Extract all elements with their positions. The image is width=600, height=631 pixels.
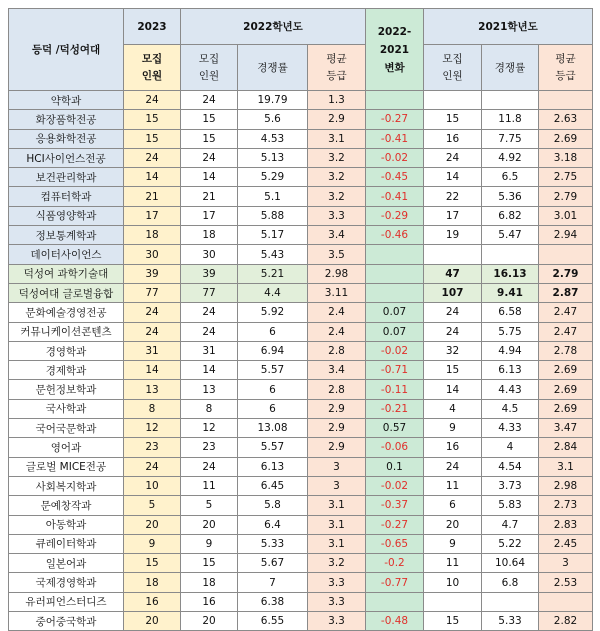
- header-2022-recruit: 모집 인원: [181, 45, 238, 91]
- avg-2022-cell: 2.9: [308, 438, 366, 457]
- change-cell: -0.02: [366, 148, 424, 167]
- table-row: [9, 496, 593, 515]
- ratio-2022-cell: 6: [238, 399, 308, 418]
- ratio-2021-cell: 6.8: [482, 573, 539, 592]
- recruit-2022-cell: 12: [181, 419, 238, 438]
- change-cell: -0.45: [366, 168, 424, 187]
- ratio-2022-cell: 5.21: [238, 264, 308, 283]
- avg-2022-cell: 3.4: [308, 361, 366, 380]
- header-2022-ratio: 경쟁률: [238, 45, 308, 91]
- recruit-2021-cell: 15: [424, 110, 482, 129]
- avg-2022-cell: 3.3: [308, 206, 366, 225]
- header-2021-avg: 평균 등급: [539, 45, 593, 91]
- table-row: [9, 303, 593, 322]
- recruit-2021-cell: 10: [424, 573, 482, 592]
- recruit-2023-cell: 77: [124, 283, 181, 302]
- recruit-2023-cell: 14: [124, 168, 181, 187]
- recruit-2021-cell: 20: [424, 515, 482, 534]
- recruit-2023-cell: 5: [124, 496, 181, 515]
- avg-2022-cell: 2.4: [308, 322, 366, 341]
- ratio-2021-cell: 6.13: [482, 361, 539, 380]
- recruit-2021-cell: 17: [424, 206, 482, 225]
- recruit-2021-cell: 15: [424, 361, 482, 380]
- dept-name-cell: 식품영양학과: [9, 206, 124, 225]
- ratio-2021-cell: 4.54: [482, 457, 539, 476]
- avg-2021-cell: 2.69: [539, 380, 593, 399]
- recruit-2022-cell: 16: [181, 592, 238, 611]
- ratio-2022-cell: 5.33: [238, 534, 308, 553]
- table-row: [9, 612, 593, 631]
- recruit-2022-cell: 15: [181, 129, 238, 148]
- recruit-2021-cell: 16: [424, 438, 482, 457]
- change-cell: -0.11: [366, 380, 424, 399]
- change-cell: -0.41: [366, 129, 424, 148]
- ratio-2022-cell: 6.38: [238, 592, 308, 611]
- ratio-2022-cell: 5.6: [238, 110, 308, 129]
- ratio-2021-cell: 5.36: [482, 187, 539, 206]
- recruit-2022-cell: 17: [181, 206, 238, 225]
- dept-name-cell: 일본어과: [9, 554, 124, 573]
- recruit-2023-cell: 8: [124, 399, 181, 418]
- ratio-2022-cell: 5.1: [238, 187, 308, 206]
- avg-2022-cell: 3.2: [308, 168, 366, 187]
- recruit-2023-cell: 21: [124, 187, 181, 206]
- avg-2022-cell: 3: [308, 476, 366, 495]
- header-2021-recruit: 모집 인원: [424, 45, 482, 91]
- table-row: [9, 534, 593, 553]
- dept-name-cell: 덕성여대 글로벌융합: [9, 283, 124, 302]
- ratio-2022-cell: 5.8: [238, 496, 308, 515]
- change-cell: -0.29: [366, 206, 424, 225]
- ratio-2021-cell: 5.83: [482, 496, 539, 515]
- recruit-2021-cell: 107: [424, 283, 482, 302]
- recruit-2023-cell: 12: [124, 419, 181, 438]
- ratio-2022-cell: 5.29: [238, 168, 308, 187]
- avg-2021-cell: 3.1: [539, 457, 593, 476]
- dept-name-cell: 경영학과: [9, 341, 124, 360]
- table-row: [9, 91, 593, 110]
- recruit-2023-cell: 24: [124, 303, 181, 322]
- avg-2022-cell: 3.1: [308, 496, 366, 515]
- recruit-2023-cell: 9: [124, 534, 181, 553]
- recruit-2022-cell: 30: [181, 245, 238, 264]
- ratio-2021-cell: 4.43: [482, 380, 539, 399]
- ratio-2021-cell: 10.64: [482, 554, 539, 573]
- table-row: [9, 554, 593, 573]
- avg-2021-cell: 2.69: [539, 399, 593, 418]
- recruit-2021-cell: 24: [424, 148, 482, 167]
- recruit-2022-cell: 21: [181, 187, 238, 206]
- ratio-2021-cell: 4.5: [482, 399, 539, 418]
- dept-name-cell: 덕성여 과학기술대: [9, 264, 124, 283]
- ratio-2022-cell: 5.57: [238, 361, 308, 380]
- recruit-2022-cell: 31: [181, 341, 238, 360]
- recruit-2021-cell: [424, 245, 482, 264]
- recruit-2022-cell: 11: [181, 476, 238, 495]
- avg-2022-cell: 2.9: [308, 419, 366, 438]
- header-2021-ratio: 경쟁률: [482, 45, 539, 91]
- header-change: 2022- 2021 변화: [366, 9, 424, 91]
- ratio-2022-cell: 19.79: [238, 91, 308, 110]
- recruit-2022-cell: 20: [181, 515, 238, 534]
- ratio-2021-cell: 9.41: [482, 283, 539, 302]
- ratio-2022-cell: 5.43: [238, 245, 308, 264]
- avg-2022-cell: 3.3: [308, 612, 366, 631]
- recruit-2022-cell: 24: [181, 322, 238, 341]
- table-row: [9, 515, 593, 534]
- dept-name-cell: 문화예술경영전공: [9, 303, 124, 322]
- dept-name-cell: 문헌정보학과: [9, 380, 124, 399]
- table-row: [9, 341, 593, 360]
- ratio-2022-cell: 4.53: [238, 129, 308, 148]
- avg-2021-cell: 2.79: [539, 264, 593, 283]
- dept-name-cell: 화장품학전공: [9, 110, 124, 129]
- recruit-2022-cell: 24: [181, 148, 238, 167]
- recruit-2021-cell: 22: [424, 187, 482, 206]
- recruit-2022-cell: 24: [181, 91, 238, 110]
- ratio-2022-cell: 6.13: [238, 457, 308, 476]
- dept-name-cell: 경제학과: [9, 361, 124, 380]
- dept-name-cell: 보건관리학과: [9, 168, 124, 187]
- recruit-2022-cell: 24: [181, 303, 238, 322]
- avg-2021-cell: 2.79: [539, 187, 593, 206]
- recruit-2023-cell: 31: [124, 341, 181, 360]
- dept-name-cell: 약학과: [9, 91, 124, 110]
- avg-2021-cell: 3: [539, 554, 593, 573]
- ratio-2021-cell: 6.82: [482, 206, 539, 225]
- recruit-2023-cell: 16: [124, 592, 181, 611]
- avg-2021-cell: 2.69: [539, 361, 593, 380]
- change-cell: [366, 592, 424, 611]
- change-cell: [366, 91, 424, 110]
- table-row: [9, 380, 593, 399]
- recruit-2022-cell: 23: [181, 438, 238, 457]
- avg-2022-cell: 3.4: [308, 226, 366, 245]
- table-row: [9, 476, 593, 495]
- ratio-2022-cell: 5.57: [238, 438, 308, 457]
- change-cell: 0.07: [366, 322, 424, 341]
- recruit-2021-cell: 24: [424, 303, 482, 322]
- change-cell: 0.57: [366, 419, 424, 438]
- dept-name-cell: 유러피언스터디즈: [9, 592, 124, 611]
- recruit-2023-cell: 20: [124, 612, 181, 631]
- dept-name-cell: 아동학과: [9, 515, 124, 534]
- recruit-2023-cell: 24: [124, 91, 181, 110]
- recruit-2022-cell: 24: [181, 457, 238, 476]
- table-row: [9, 592, 593, 611]
- dept-name-cell: 데이터사이언스: [9, 245, 124, 264]
- ratio-2022-cell: 6.94: [238, 341, 308, 360]
- avg-2022-cell: 3.1: [308, 515, 366, 534]
- change-cell: 0.1: [366, 457, 424, 476]
- avg-2022-cell: 3.2: [308, 148, 366, 167]
- avg-2022-cell: 2.8: [308, 380, 366, 399]
- avg-2021-cell: 2.63: [539, 110, 593, 129]
- ratio-2022-cell: 4.4: [238, 283, 308, 302]
- recruit-2023-cell: 24: [124, 457, 181, 476]
- avg-2022-cell: 3.2: [308, 554, 366, 573]
- avg-2022-cell: 3.3: [308, 573, 366, 592]
- recruit-2021-cell: [424, 91, 482, 110]
- recruit-2021-cell: 11: [424, 476, 482, 495]
- dept-name-cell: 국사학과: [9, 399, 124, 418]
- ratio-2021-cell: 4: [482, 438, 539, 457]
- recruit-2021-cell: 15: [424, 612, 482, 631]
- recruit-2022-cell: 15: [181, 554, 238, 573]
- recruit-2022-cell: 14: [181, 361, 238, 380]
- recruit-2023-cell: 14: [124, 361, 181, 380]
- recruit-2022-cell: 18: [181, 573, 238, 592]
- recruit-2021-cell: 4: [424, 399, 482, 418]
- recruit-2022-cell: 15: [181, 110, 238, 129]
- recruit-2023-cell: 18: [124, 226, 181, 245]
- change-cell: -0.2: [366, 554, 424, 573]
- recruit-2021-cell: 24: [424, 457, 482, 476]
- ratio-2021-cell: 3.73: [482, 476, 539, 495]
- dept-name-cell: 국제경영학과: [9, 573, 124, 592]
- avg-2021-cell: 2.75: [539, 168, 593, 187]
- dept-name-cell: 중어중국학과: [9, 612, 124, 631]
- avg-2022-cell: 3: [308, 457, 366, 476]
- avg-2022-cell: 1.3: [308, 91, 366, 110]
- recruit-2022-cell: 20: [181, 612, 238, 631]
- change-cell: [366, 283, 424, 302]
- table-row: [9, 573, 593, 592]
- avg-2021-cell: 3.18: [539, 148, 593, 167]
- ratio-2021-cell: 5.47: [482, 226, 539, 245]
- ratio-2021-cell: 4.92: [482, 148, 539, 167]
- recruit-2023-cell: 15: [124, 554, 181, 573]
- table-row: [9, 264, 593, 283]
- table-row: [9, 283, 593, 302]
- header-2021: 2021학년도: [424, 9, 593, 45]
- avg-2021-cell: 2.69: [539, 129, 593, 148]
- recruit-2021-cell: 24: [424, 322, 482, 341]
- dept-name-cell: 사회복지학과: [9, 476, 124, 495]
- ratio-2021-cell: [482, 91, 539, 110]
- table-row: [9, 438, 593, 457]
- header-2023-recruit: 모집 인원: [124, 45, 181, 91]
- avg-2021-cell: 2.87: [539, 283, 593, 302]
- table-row: [9, 226, 593, 245]
- ratio-2021-cell: 4.7: [482, 515, 539, 534]
- avg-2022-cell: 2.8: [308, 341, 366, 360]
- ratio-2021-cell: 6.5: [482, 168, 539, 187]
- dept-name-cell: 응용화학전공: [9, 129, 124, 148]
- avg-2021-cell: 2.47: [539, 322, 593, 341]
- recruit-2021-cell: 11: [424, 554, 482, 573]
- dept-name-cell: 정보통계학과: [9, 226, 124, 245]
- ratio-2022-cell: 6: [238, 322, 308, 341]
- avg-2022-cell: 3.1: [308, 534, 366, 553]
- ratio-2022-cell: 6.55: [238, 612, 308, 631]
- avg-2022-cell: 3.5: [308, 245, 366, 264]
- table-row: [9, 322, 593, 341]
- avg-2022-cell: 2.98: [308, 264, 366, 283]
- recruit-2023-cell: 15: [124, 110, 181, 129]
- recruit-2022-cell: 5: [181, 496, 238, 515]
- recruit-2023-cell: 18: [124, 573, 181, 592]
- avg-2021-cell: 2.98: [539, 476, 593, 495]
- ratio-2021-cell: 5.33: [482, 612, 539, 631]
- avg-2021-cell: 2.45: [539, 534, 593, 553]
- ratio-2021-cell: 6.58: [482, 303, 539, 322]
- table-row: [9, 457, 593, 476]
- avg-2021-cell: 3.01: [539, 206, 593, 225]
- change-cell: -0.48: [366, 612, 424, 631]
- ratio-2022-cell: 7: [238, 573, 308, 592]
- change-cell: -0.06: [366, 438, 424, 457]
- avg-2022-cell: 3.2: [308, 187, 366, 206]
- change-cell: -0.46: [366, 226, 424, 245]
- ratio-2021-cell: 11.8: [482, 110, 539, 129]
- change-cell: -0.77: [366, 573, 424, 592]
- avg-2021-cell: 3.47: [539, 419, 593, 438]
- recruit-2022-cell: 77: [181, 283, 238, 302]
- ratio-2021-cell: 5.75: [482, 322, 539, 341]
- avg-2022-cell: 2.4: [308, 303, 366, 322]
- recruit-2023-cell: 23: [124, 438, 181, 457]
- table-row: [9, 168, 593, 187]
- recruit-2021-cell: 14: [424, 380, 482, 399]
- change-cell: [366, 245, 424, 264]
- ratio-2021-cell: [482, 592, 539, 611]
- recruit-2021-cell: 14: [424, 168, 482, 187]
- header-2022: 2022학년도: [181, 9, 366, 45]
- recruit-2021-cell: 6: [424, 496, 482, 515]
- recruit-2023-cell: 17: [124, 206, 181, 225]
- recruit-2021-cell: 9: [424, 419, 482, 438]
- avg-2021-cell: [539, 245, 593, 264]
- avg-2022-cell: 2.9: [308, 399, 366, 418]
- dept-name-cell: 영어과: [9, 438, 124, 457]
- ratio-2021-cell: [482, 245, 539, 264]
- change-cell: -0.65: [366, 534, 424, 553]
- ratio-2022-cell: 13.08: [238, 419, 308, 438]
- table-row: [9, 419, 593, 438]
- change-cell: -0.02: [366, 476, 424, 495]
- recruit-2023-cell: 10: [124, 476, 181, 495]
- ratio-2022-cell: 5.13: [238, 148, 308, 167]
- ratio-2022-cell: 6.45: [238, 476, 308, 495]
- recruit-2021-cell: 9: [424, 534, 482, 553]
- dept-name-cell: HCI사이언스전공: [9, 148, 124, 167]
- table-row: [9, 206, 593, 225]
- table-row: [9, 399, 593, 418]
- avg-2021-cell: 2.94: [539, 226, 593, 245]
- recruit-2023-cell: 15: [124, 129, 181, 148]
- recruit-2022-cell: 18: [181, 226, 238, 245]
- avg-2021-cell: 2.73: [539, 496, 593, 515]
- dept-name-cell: 문예창작과: [9, 496, 124, 515]
- table-row: [9, 148, 593, 167]
- avg-2021-cell: 2.78: [539, 341, 593, 360]
- avg-2021-cell: [539, 592, 593, 611]
- ratio-2022-cell: 5.92: [238, 303, 308, 322]
- change-cell: -0.71: [366, 361, 424, 380]
- ratio-2022-cell: 6: [238, 380, 308, 399]
- change-cell: -0.21: [366, 399, 424, 418]
- ratio-2022-cell: 5.17: [238, 226, 308, 245]
- recruit-2023-cell: 30: [124, 245, 181, 264]
- avg-2021-cell: 2.53: [539, 573, 593, 592]
- recruit-2022-cell: 14: [181, 168, 238, 187]
- change-cell: 0.07: [366, 303, 424, 322]
- table-row: [9, 110, 593, 129]
- dept-name-cell: 커뮤니케이션콘텐츠: [9, 322, 124, 341]
- ratio-2022-cell: 6.4: [238, 515, 308, 534]
- recruit-2022-cell: 13: [181, 380, 238, 399]
- recruit-2022-cell: 39: [181, 264, 238, 283]
- change-cell: -0.37: [366, 496, 424, 515]
- change-cell: -0.27: [366, 515, 424, 534]
- ratio-2021-cell: 16.13: [482, 264, 539, 283]
- avg-2022-cell: 3.11: [308, 283, 366, 302]
- avg-2021-cell: 2.47: [539, 303, 593, 322]
- admissions-table: [8, 8, 593, 631]
- table-row: [9, 361, 593, 380]
- avg-2022-cell: 3.3: [308, 592, 366, 611]
- recruit-2021-cell: 32: [424, 341, 482, 360]
- recruit-2023-cell: 13: [124, 380, 181, 399]
- table-row: [9, 187, 593, 206]
- ratio-2021-cell: 4.94: [482, 341, 539, 360]
- ratio-2021-cell: 4.33: [482, 419, 539, 438]
- header-2022-avg: 평균 등급: [308, 45, 366, 91]
- avg-2021-cell: 2.83: [539, 515, 593, 534]
- ratio-2022-cell: 5.88: [238, 206, 308, 225]
- avg-2021-cell: [539, 91, 593, 110]
- dept-name-cell: 국어국문학과: [9, 419, 124, 438]
- avg-2021-cell: 2.82: [539, 612, 593, 631]
- corner-header: 등덕 /덕성여대: [9, 9, 124, 91]
- recruit-2023-cell: 24: [124, 322, 181, 341]
- header-2023: 2023: [124, 9, 181, 45]
- recruit-2021-cell: 16: [424, 129, 482, 148]
- dept-name-cell: 컴퓨터학과: [9, 187, 124, 206]
- recruit-2023-cell: 20: [124, 515, 181, 534]
- recruit-2022-cell: 9: [181, 534, 238, 553]
- dept-name-cell: 큐레이터학과: [9, 534, 124, 553]
- recruit-2023-cell: 24: [124, 148, 181, 167]
- change-cell: -0.41: [366, 187, 424, 206]
- avg-2022-cell: 3.1: [308, 129, 366, 148]
- ratio-2022-cell: 5.67: [238, 554, 308, 573]
- ratio-2021-cell: 7.75: [482, 129, 539, 148]
- change-cell: -0.02: [366, 341, 424, 360]
- recruit-2022-cell: 8: [181, 399, 238, 418]
- change-cell: -0.27: [366, 110, 424, 129]
- recruit-2023-cell: 39: [124, 264, 181, 283]
- table-row: [9, 129, 593, 148]
- ratio-2021-cell: 5.22: [482, 534, 539, 553]
- change-cell: [366, 264, 424, 283]
- avg-2021-cell: 2.84: [539, 438, 593, 457]
- table-row: [9, 245, 593, 264]
- dept-name-cell: 글로벌 MICE전공: [9, 457, 124, 476]
- recruit-2021-cell: [424, 592, 482, 611]
- recruit-2021-cell: 47: [424, 264, 482, 283]
- table-body: [9, 91, 593, 631]
- recruit-2021-cell: 19: [424, 226, 482, 245]
- avg-2022-cell: 2.9: [308, 110, 366, 129]
